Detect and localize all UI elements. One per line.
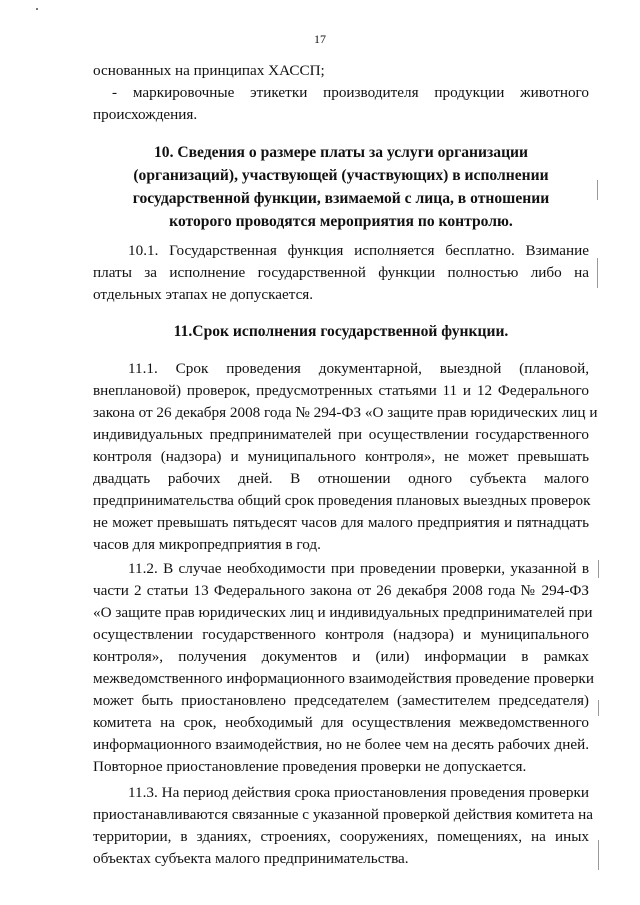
text-line: предпринимательства общий срок проведения плановых выездных проверок [93,492,591,509]
text-line: контроля», получения документов и (или) информации в рамках [93,648,589,665]
text-line: территории, в зданиях, строениях, сооружениях, помещениях, на иных [93,828,589,845]
heading-line: которого проводятся мероприятия по контролю. [169,213,513,230]
text-line: двадцать рабочих дней. В отношении одного субъекта малого [93,470,589,487]
text-line: «О защите прав юридических лиц и индивидуальных предпринимателей при [93,604,593,621]
heading-line: 10. Сведения о размере платы за услуги организации [153,144,529,161]
text-line: 11.1. Срок проведения документарной, выездной (плановой, [128,360,589,377]
heading-line: государственной функции, взимаемой с лица, в отношении [132,190,550,207]
text-line: происхождения. [93,106,198,123]
text-line: платы за исполнение государственной функции полностью либо на [93,264,589,281]
text-line: внеплановой) проверок, предусмотренных статьями 11 и 12 Федерального [93,382,589,399]
text-line: объектах субъекта малого предпринимательства. [93,850,409,867]
text-line: межведомственного информационного взаимодействия проведение проверки [93,670,594,687]
text-line: не может превышать пятьдесят часов для малого предприятия и пятнадцать [93,514,589,531]
text-line: информационного взаимодействия, но не более чем на десять рабочих дней. [93,736,589,753]
text-line: 11.3. На период действия срока приостановления проведения проверки [128,784,589,801]
text-line: Повторное приостановление проведения проверки не допускается. [93,758,527,775]
text-line: часов для микропредприятия в год. [93,536,321,553]
text-line: 10.1. Государственная функция исполняется бесплатно. Взимание [128,242,589,259]
section-11-heading: 11.Срок исполнения государственной функции. [173,323,509,340]
text-line: осуществлении государственного контроля (надзора) и муниципального [93,626,589,643]
text-line: отдельных этапах не допускается. [93,286,314,303]
bullet-line: - маркировочные этикетки производителя продукции животного [112,84,589,101]
text-line: основанных на принципах ХАССП; [93,62,325,79]
text-line: комитета на срок, необходимый для осуществления межведомственного [93,714,589,731]
text-line: приостанавливаются связанные с указанной проверкой действия комитета на [93,806,594,823]
text-line: 11.2. В случае необходимости при проведении проверки, указанной в [128,560,589,577]
text-line: контроля (надзора) и муниципального контроля», не может превышать [93,448,589,465]
text-line: закона от 26 декабря 2008 года № 294-ФЗ «О защите прав юридических лиц и [93,404,598,421]
text-line: части 2 статьи 13 Федерального закона от 26 декабря 2008 года № 294-ФЗ [93,582,589,599]
text-line: может быть приостановлено председателем (заместителем председателя) [93,692,589,709]
page-number: 17 [314,32,326,46]
text-line: индивидуальных предпринимателей при осуществлении государственного [93,426,589,443]
heading-line: (организаций), участвующей (участвующих) в исполнении [133,167,549,184]
